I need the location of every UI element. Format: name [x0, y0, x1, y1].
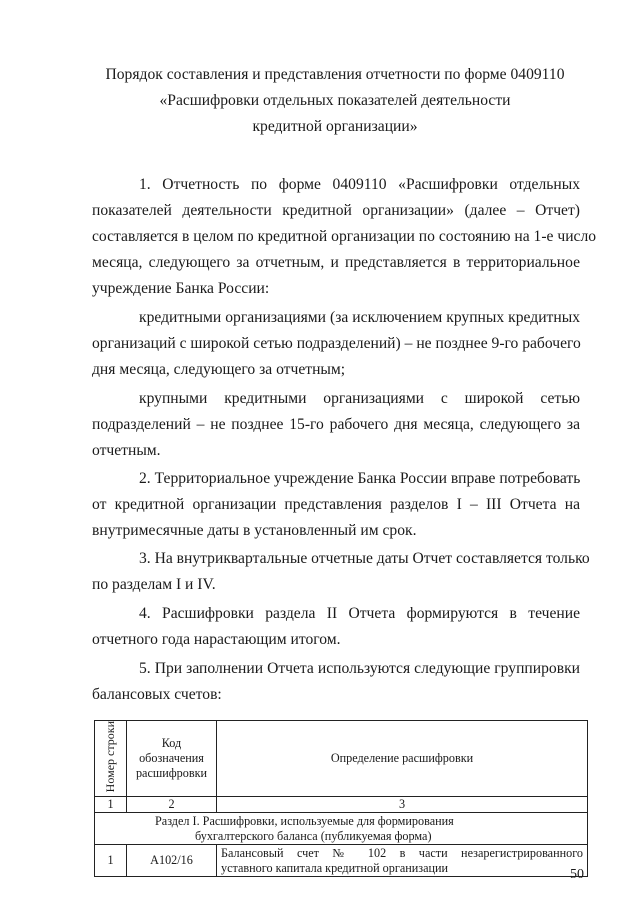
text-line: балансовых счетов: — [92, 686, 222, 703]
page-number: 50 — [570, 867, 584, 882]
text-line: отчетного года нарастающим итогом. — [92, 631, 341, 648]
text-line: 1. Отчетность по форме 0409110 «Расшифровки отдельных — [139, 176, 580, 193]
text-line: 5. При заполнении Отчета используются следующие группировки — [139, 660, 580, 677]
row-definition-line: Балансовый счет № 102 в части незарегистрированного — [221, 845, 583, 860]
text-line: крупными кредитными организациями с широкой сетью — [139, 390, 580, 407]
section-title-line: Раздел I. Расшифровки, используемые для формирования — [155, 813, 454, 828]
column-number: 2 — [127, 797, 217, 813]
header-code-line: расшифровки — [135, 766, 208, 781]
text-line: 3. На внутриквартальные отчетные даты Отчет составляется только — [139, 550, 590, 567]
header-definition: Определение расшифровки — [217, 721, 588, 797]
table-section-row — [95, 813, 588, 845]
text-line: составляется в целом по кредитной организации по состоянию на 1-е число — [92, 228, 597, 245]
text-line: по разделам I и IV. — [92, 576, 216, 593]
table-row — [95, 845, 588, 877]
text-line: подразделений – не позднее 15-го рабочего дня месяца, следующего за — [92, 416, 580, 433]
text-line: учреждение Банка России: — [92, 280, 270, 297]
grouping-table — [94, 720, 588, 877]
header-code-line: Код — [161, 736, 182, 751]
text-line: 2. Территориальное учреждение Банка России вправе потребовать — [139, 470, 581, 487]
text-line: дня месяца, следующего за отчетным; — [92, 361, 346, 378]
title-line: «Расшифровки отдельных показателей деятельности — [159, 92, 511, 109]
text-line: внутримесячные даты в установленный им срок. — [92, 522, 417, 539]
text-line: кредитными организациями (за исключением крупных кредитных — [139, 309, 580, 326]
header-code-line: обозначения — [139, 751, 204, 766]
text-line: отчетным. — [92, 442, 161, 459]
column-number: 3 — [217, 797, 588, 813]
title-line: Порядок составления и представления отчетности по форме 0409110 — [105, 66, 565, 83]
row-definition — [217, 845, 588, 877]
section-title — [95, 813, 588, 845]
table-number-row — [95, 797, 588, 813]
document-title — [60, 62, 610, 140]
text-line: показателей деятельности кредитной организации» (далее – Отчет) — [92, 202, 580, 219]
text-line: организаций с широкой сетью подразделений) – не позднее 9-го рабочего — [92, 335, 581, 352]
text-line: от кредитной организации представления разделов I – III Отчета на — [92, 496, 580, 513]
title-line: кредитной организации» — [252, 118, 418, 135]
table-header-row — [95, 721, 588, 797]
header-row-number-label: Номер строки — [103, 721, 117, 793]
row-number: 1 — [95, 845, 127, 877]
text-line: 4. Расшифровки раздела II Отчета формируются в течение — [139, 605, 580, 622]
header-row-number — [95, 721, 127, 797]
text-line: месяца, следующего за отчетным, и представляется в территориальное — [92, 254, 580, 271]
row-code: А102/16 — [127, 845, 217, 877]
header-code — [127, 721, 217, 797]
row-definition-line: уставного капитала кредитной организации — [221, 860, 449, 875]
section-title-line: бухгалтерского баланса (публикуемая форма) — [195, 828, 432, 843]
column-number: 1 — [95, 797, 127, 813]
